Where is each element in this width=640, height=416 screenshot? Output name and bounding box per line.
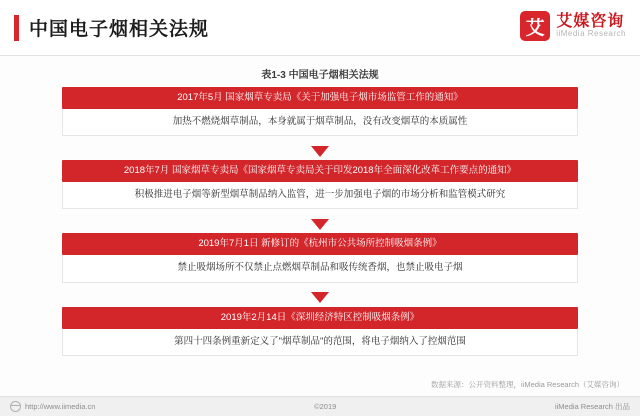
regulation-title: 2018年7月 国家烟草专卖局《国家烟草专卖局关于印发2018年全面深化改革工作要点的通知》	[62, 160, 578, 182]
brand-name-en: iiMedia Research	[556, 29, 626, 39]
footer-site-label: http://www.iimedia.cn	[25, 402, 96, 411]
page-header	[0, 0, 640, 56]
regulation-description: 积极推进电子烟等新型烟草制品纳入监管，进一步加强电子烟的市场分析和监管模式研究	[62, 182, 578, 209]
regulation-description: 禁止吸烟场所不仅禁止点燃烟草制品和吸传统香烟，也禁止吸电子烟	[62, 255, 578, 282]
brand-mark-icon: 艾	[520, 11, 550, 41]
arrow-down-icon	[311, 219, 329, 230]
source-line: 数据来源：公开资料整理，iiMedia Research（艾媒咨询）	[431, 379, 624, 389]
content-area	[0, 56, 640, 416]
regulation-description: 加热不燃烧烟草制品，本身就属于烟草制品，没有改变烟草的本质属性	[62, 109, 578, 136]
flow-arrow-2	[62, 215, 578, 233]
regulation-item	[62, 307, 578, 356]
regulation-item	[62, 160, 578, 209]
footer-publisher: iiMedia Research 出品	[554, 402, 630, 411]
regulation-item	[62, 87, 578, 136]
footer-copyright: ©2019	[314, 402, 337, 411]
flow-arrow-3	[62, 289, 578, 307]
page-title: 中国电子烟相关法规	[29, 19, 210, 40]
brand-logo	[520, 11, 626, 41]
regulation-title: 2019年2月14日《深圳经济特区控制吸烟条例》	[62, 307, 578, 329]
brand-text	[556, 13, 626, 39]
title-accent-bar	[14, 15, 19, 41]
flow-arrow-1	[62, 142, 578, 160]
regulation-item	[62, 233, 578, 282]
globe-icon	[10, 401, 21, 412]
regulation-flow	[62, 87, 578, 356]
table-caption: 表1-3 中国电子烟相关法规	[261, 70, 379, 81]
regulation-title: 2019年7月1日 新修订的《杭州市公共场所控制吸烟条例》	[62, 233, 578, 255]
footer-site[interactable]	[10, 401, 95, 412]
regulation-title: 2017年5月 国家烟草专卖局《关于加强电子烟市场监管工作的通知》	[62, 87, 578, 109]
arrow-down-icon	[311, 146, 329, 157]
source-note	[431, 380, 624, 391]
page-footer	[0, 396, 640, 416]
regulation-description: 第四十四条例重新定义了"烟草制品"的范围，将电子烟纳入了控烟范围	[62, 329, 578, 356]
arrow-down-icon	[311, 292, 329, 303]
brand-name-cn: 艾媒咨询	[556, 12, 625, 30]
